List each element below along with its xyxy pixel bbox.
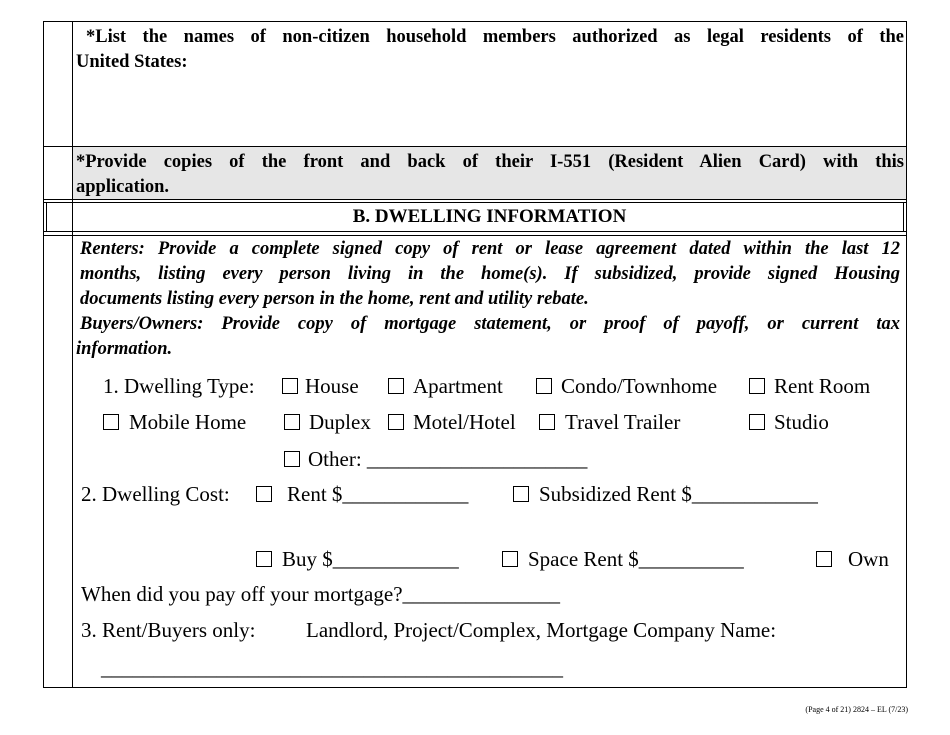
option-own: Own [848,547,889,571]
checkbox-own[interactable] [816,551,832,567]
checkbox-duplex[interactable] [284,414,300,430]
dwelling-cost-label: 2. Dwelling Cost: [81,482,230,506]
option-house: House [305,374,359,398]
rent-buyers-label: 3. Rent/Buyers only: [81,618,256,642]
option-subsidized-rent[interactable]: Subsidized Rent $____________ [539,482,818,506]
checkbox-mobile-home[interactable] [103,414,119,430]
noncitizen-line-1: *List the names of non-citizen household members authorized as legal residents of the [86,27,904,47]
inner-column-border [72,21,73,688]
checkbox-condo-townhome[interactable] [536,378,552,394]
i551-line-1: *Provide copies of the front and back of their I-551 (Resident Alien Card) with this [76,152,904,172]
section-b-title: B. DWELLING INFORMATION [352,206,627,227]
option-mobile-home: Mobile Home [129,410,247,434]
checkbox-rent-room[interactable] [749,378,765,394]
landlord-name-blank[interactable]: ____________________________________________ [101,656,563,680]
outer-right-border [906,21,907,688]
i551-line-2: application. [76,177,170,197]
header-left-inner [46,202,47,232]
checkbox-space-rent[interactable] [502,551,518,567]
option-buy[interactable]: Buy $____________ [282,547,459,571]
checkbox-rent[interactable] [256,486,272,502]
checkbox-subsidized-rent[interactable] [513,486,529,502]
option-other[interactable]: Other: _____________________ [308,447,588,471]
option-rent-room: Rent Room [774,374,871,398]
checkbox-other[interactable] [284,451,300,467]
option-motel-hotel: Motel/Hotel [413,410,516,434]
bottom-border [43,687,907,688]
page-footer: (Page 4 of 21) 2824 – EL (7/23) [805,705,908,714]
renters-line-1: Renters: Provide a complete signed copy of rent or lease agreement dated within the last 12 [80,239,900,259]
landlord-question: Landlord, Project/Complex, Mortgage Company Name: [306,618,777,642]
mortgage-payoff-question[interactable]: When did you pay off your mortgage?_______________ [81,582,561,606]
header-border-top [43,202,907,203]
option-rent[interactable]: Rent $____________ [287,482,469,506]
checkbox-apartment[interactable] [388,378,404,394]
i551-notice [76,150,904,200]
option-studio: Studio [774,410,829,434]
dwelling-type-label: 1. Dwelling Type: [103,374,255,398]
checkbox-studio[interactable] [749,414,765,430]
checkbox-house[interactable] [282,378,298,394]
body-top-border [43,235,907,236]
top-border [43,21,907,22]
option-duplex: Duplex [309,410,371,434]
checkbox-buy[interactable] [256,551,272,567]
dwelling-instructions [76,237,900,362]
outer-left-border [43,21,44,688]
option-apartment: Apartment [413,374,503,398]
option-condo-townhome: Condo/Townhome [561,374,718,398]
noncitizen-line-2: United States: [76,52,188,72]
renters-line-3: documents listing every person in the home, rent and utility rebate. [80,289,589,309]
renters-line-2: months, listing every person living in the home(s). If subsidized, provide signed Housing [80,264,900,284]
option-travel-trailer: Travel Trailer [565,410,681,434]
option-space-rent[interactable]: Space Rent $__________ [528,547,744,571]
buyers-line-2: information. [76,339,173,359]
noncitizen-instructions [76,25,904,75]
header-border-bottom [43,231,907,232]
checkbox-travel-trailer[interactable] [539,414,555,430]
buyers-line-1: Buyers/Owners: Provide copy of mortgage statement, or proof of payoff, or current tax [80,314,900,334]
checkbox-motel-hotel[interactable] [388,414,404,430]
